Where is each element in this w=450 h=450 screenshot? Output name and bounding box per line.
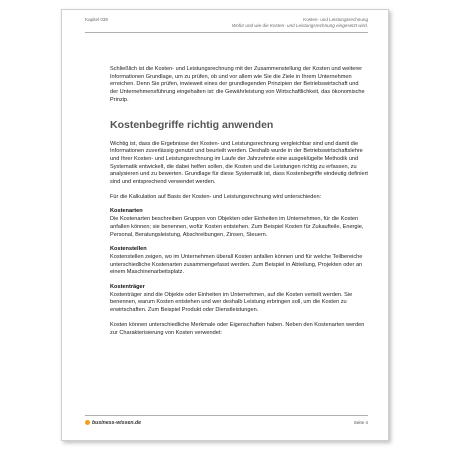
kostenstellen-text: Kostenstellen zeigen, wo im Unternehmen überall Kosten anfallen können und für welche Teilbereiche unterschiedliche Kostenarten zusammengefasst werden. Zum Beispiel in Abteilung, Projekten oder an einem Maschinenarbeitsplatz. [110,253,363,276]
kostenarten-title: Kostenarten [110,208,143,215]
kostentraeger-title: Kostenträger [110,284,145,291]
kostenarten-text: Die Kostenarten beschreiben Gruppen von Objekten oder Einheiten im Unternehmen, für die Kosten anfallen können; sie benennen, wofür Kosten entstehen. Zum Beispiel Kosten für Zukaufteile, Energie, Personal, Beratungsleistung, Abschreibungen, Zinsen, Steuern. [110,216,364,238]
page-body [110,66,368,344]
header-title: Kosten- und Leistungsrechnung [303,17,368,22]
kostenstellen-block [110,246,368,277]
chapter-label: Kapitel 039 [85,17,108,22]
site-logo[interactable] [85,420,141,426]
paragraph-3: Kosten können unterschiedliche Merkmale oder Eigenschaften haben. Neben den Kostenarten werden zur Charakterisierung von Kosten verwendet: [110,321,365,336]
document-page [61,9,389,441]
page-number: Seite 4 [353,420,368,425]
paragraph-1: Wichtig ist, dass die Ergebnisse der Kosten- und Leistungsrechnung vergleichbar sind und damit die Informationen zuverlässig genutzt und beurteilt werden. Deshalb wurde in der Betriebswirtschaftslehre und Ihrer Kosten- und Leistungsrechnung im Laufe der Jahrzehnte eine ausgeklügelte Methodik und Systematik entwickelt, die dabei helfen sollen, die Kosten und die Leistungen richtig zu erfassen, zu analysieren und zu bewerten. Grundlage für diese Systematik ist, dass Kostenbegriffe eindeutig definiert sind und entsprechend verwendet werden. [110,140,368,186]
logo-text: business-wissen.de [92,420,142,426]
logo-dot-icon [85,420,90,425]
kostentraeger-text: Kostenträger sind die Objekte oder Einheiten im Unternehmen, auf die Kosten verteilt werden. Sie benennen, warum Kosten entstehen und wer deshalb Leistung erbringen soll, um die Kosten zu erwirtschaften. Zum Beispiel Produkt oder Dienstleistungen. [110,291,353,314]
kostenstellen-title: Kostenstellen [110,246,147,253]
section-heading: Kostenbegriffe richtig anwenden [110,118,274,131]
kostentraeger-block [110,284,368,315]
kostenarten-block [110,208,368,239]
intro-paragraph: Schließlich ist die Kosten- und Leistungsrechnung mit der Zusammenstellung der Kosten und weiterer Informationen Grundlage, um zu prüfen, ob und vor allem wie Sie die Ziele in Ihrem Unternehmen erreichen. Denn Sie prüfen, inwieweit eines der grundlegenden Prinzipien der Betriebswirtschaft und der Unternehmensführung eingehalten ist: die Gewährleistung von Wirtschaftlichkeit, das ökonomische Prinzip. [110,66,365,103]
page-footer [85,415,368,428]
page-header [85,16,368,33]
header-subtitle: Wofür und wie die Kosten- und Leistungsrechnung eingesetzt wird. [231,23,368,28]
paragraph-2: Für die Kalkulation auf Basis der Kosten- und Leistungsrechnung wird unterschieden: [110,193,322,200]
